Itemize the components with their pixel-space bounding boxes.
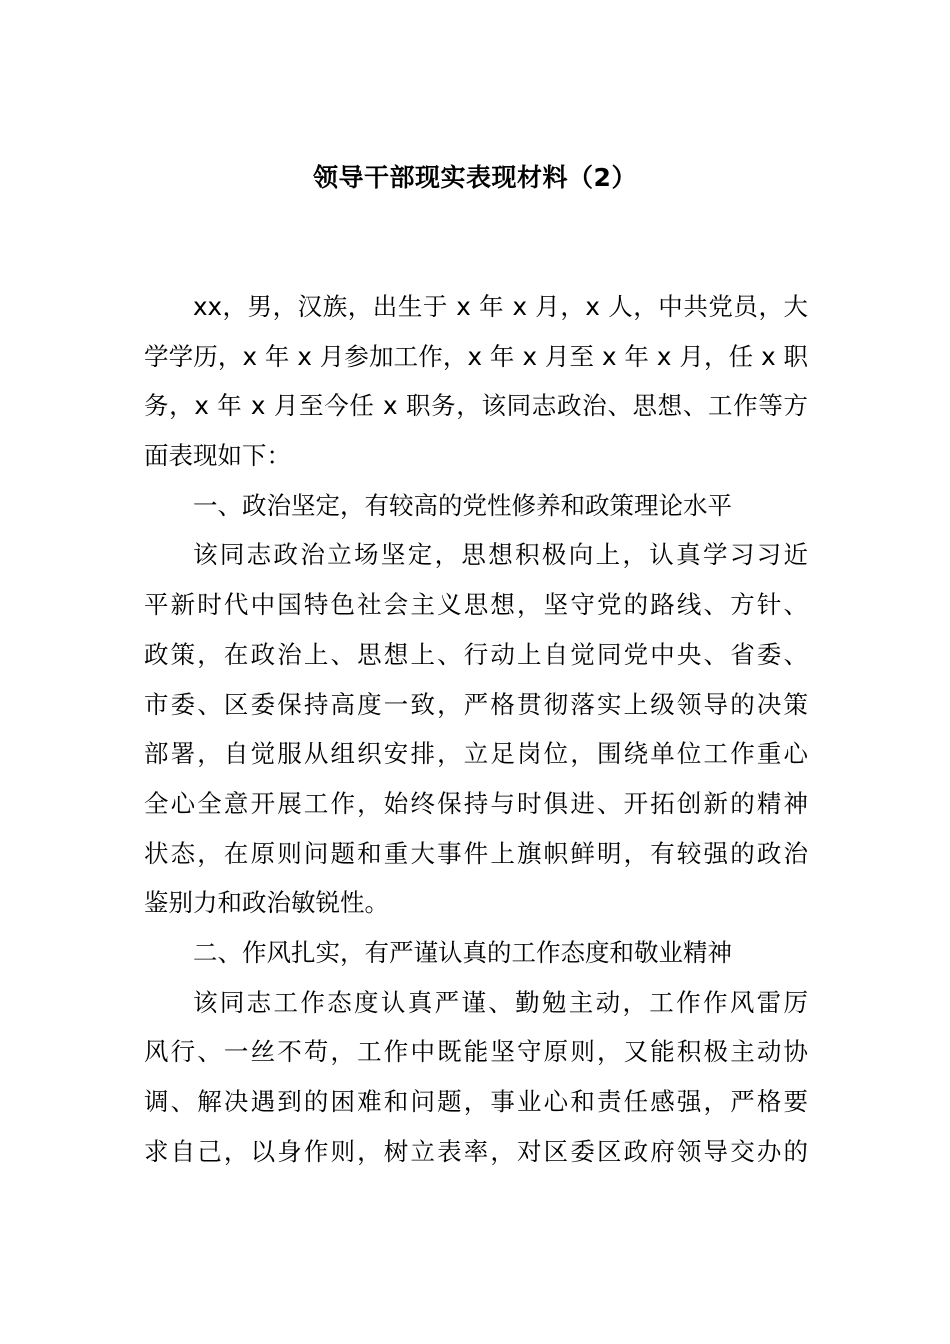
paragraph-line: 状态，在原则问题和重大事件上旗帜鲜明，有较强的政治 — [144, 838, 808, 868]
paragraph-line: 鉴别力和政治敏锐性。 — [144, 888, 389, 918]
paragraph-line: 调、解决遇到的困难和问题，事业心和责任感强，严格要 — [144, 1087, 808, 1116]
paragraph-line: 务，x 年 x 月至今任 x 职务，该同志政治、思想、工作等方 — [144, 391, 808, 421]
paragraph-line: xx，男，汉族，出生于 x 年 x 月，x 人，中共党员，大 — [193, 292, 808, 321]
paragraph-line: 政策，在政治上、思想上、行动上自觉同党中央、省委、 — [144, 639, 808, 669]
paragraph-line: 风行、一丝不苟，工作中既能坚守原则，又能积极主动协 — [144, 1037, 808, 1067]
paragraph-line: 求自己，以身作则，树立表率，对区委区政府领导交办的 — [144, 1136, 808, 1166]
paragraph-line: 部署，自觉服从组织安排，立足岗位，围绕单位工作重心 — [144, 739, 808, 769]
paragraph-line: 该同志政治立场坚定，思想积极向上，认真学习习近 — [193, 540, 808, 570]
document-title: 领导干部现实表现材料（2） — [313, 163, 637, 192]
paragraph-line: 市委、区委保持高度一致，严格贯彻落实上级领导的决策 — [144, 689, 808, 719]
section-heading-1: 一、政治坚定，有较高的党性修养和政策理论水平 — [193, 490, 732, 520]
document-body — [144, 282, 808, 1176]
paragraph-line: 学学历，x 年 x 月参加工作，x 年 x 月至 x 年 x 月，任 x 职 — [144, 341, 808, 371]
paragraph-line: 全心全意开展工作，始终保持与时俱进、开拓创新的精神 — [144, 788, 808, 818]
section-heading-2: 二、作风扎实，有严谨认真的工作态度和敬业精神 — [193, 937, 732, 967]
paragraph-line: 面表现如下： — [144, 441, 291, 471]
paragraph-line: 该同志工作态度认真严谨、勤勉主动，工作作风雷厉 — [193, 987, 808, 1017]
paragraph-line: 平新时代中国特色社会主义思想，坚守党的路线、方针、 — [144, 590, 808, 620]
